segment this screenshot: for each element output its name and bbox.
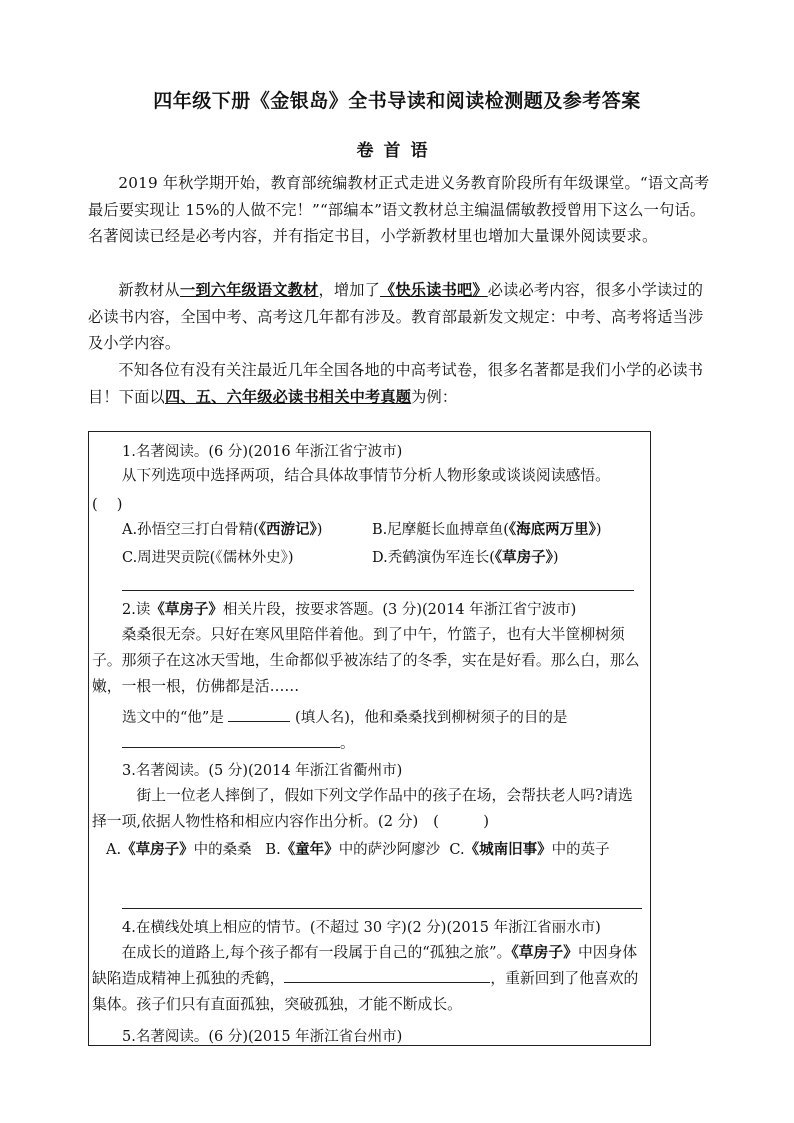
q4-text-c: ，重新回到了他喜欢的集体。孩子们只有直面孤独，突破孤独，才能不断成长。 — [92, 970, 639, 1013]
q2-purpose-blank[interactable] — [122, 733, 340, 748]
intro-p2-text-c: 必读必考内容，很多小学读过的必读书内容，全国中考、高考这几年都有涉及。教育部最新发文规定：中考、高考将适当涉及小学内容。 — [88, 281, 704, 352]
section-subtitle: 卷首语 — [356, 141, 438, 161]
q4-text — [92, 940, 644, 1018]
q1-option-d-text: D.秃鹤演伪军连长( — [372, 550, 495, 566]
q4-plot-blank[interactable] — [284, 968, 490, 983]
q1-option-b-text: B.尼摩艇长血搏章鱼( — [372, 522, 509, 538]
q1-option-b-end: ) — [595, 522, 602, 538]
q3-option-c-label: C. — [449, 842, 465, 858]
q1-option-a-text: A.孙悟空三打白骨精( — [122, 522, 259, 538]
intro-paragraph-1: 2019 年秋学期开始，教育部统编教材正式走进义务教育阶段所有年级课堂。“语文高考最后要实现让 15%的人做不完！”“部编本”语文教材总主编温儒敏教授曾用下这么一句话。名著阅读已经是必考内容，并有指定书目，小学新教材里也增加大量课外阅读要求。 — [88, 174, 710, 245]
intro-p3-text-a: 不知各位有没有关注最近几年全国各地的中高考试卷，很多名著都是我们小学的必读书目！下面以 — [88, 361, 704, 406]
q1-option-a-book: 《西游记》 — [258, 521, 317, 538]
q4-text-book: 《草房子》 — [511, 944, 578, 961]
q2-heading-a: 2.读 — [122, 602, 151, 618]
q3-heading: 3.名著阅读。(5 分)(2014 年浙江省衢州市) — [122, 763, 403, 779]
q1-answer-paren: ( ) — [92, 497, 123, 513]
q3-option-a-book: 《草房子》 — [121, 841, 194, 858]
q3-answer-line[interactable] — [122, 908, 642, 909]
q1-option-a-end: ) — [316, 522, 323, 538]
q3-option-b-book: 《童年》 — [280, 841, 339, 858]
q1-option-b-book: 《海底两万里》 — [508, 521, 596, 538]
q3-option-a-text: 中的桑桑 — [193, 842, 252, 858]
intro-p2-emphasis-textbook: 一到六年级语文教材 — [179, 281, 319, 299]
intro-p2-text-a: 新教材从 — [118, 281, 180, 299]
q1-answer-line[interactable] — [122, 590, 634, 591]
intro-paragraph-3 — [88, 357, 712, 410]
q2-ask-text-b: (填人名)，他和桑桑找到柳树须子的目的是 — [295, 710, 568, 726]
q3-option-c-text: 中的英子 — [551, 842, 610, 858]
q1-option-d-end: ) — [552, 550, 559, 566]
q1-option-d-book: 《草房子》 — [494, 549, 553, 566]
q3-options — [106, 840, 610, 860]
q3-text: 街上一位老人摔倒了，假如下列文学作品中的孩子在场，会帮扶老人吗?请选择一项,依据人物性格和相应内容作出分析。(2 分) ( ) — [92, 787, 633, 830]
q2-ask-end: 。 — [340, 736, 355, 752]
q3-option-b-label: B. — [265, 842, 281, 858]
q2-purpose-line — [122, 733, 355, 754]
q1-option-c: C.周进哭贡院(《儒林外史》) — [122, 550, 294, 566]
q1-option-b — [372, 520, 602, 540]
q1-option-a — [122, 520, 322, 540]
q1-heading: 1.名著阅读。(6 分)(2016 年浙江省宁波市) — [122, 444, 403, 460]
intro-p3-emphasis-exam: 四、五、六年级必读书相关中考真题 — [164, 387, 412, 406]
q2-heading-book: 《草房子》 — [150, 601, 223, 618]
q2-passage: 桑桑很无奈。只好在寒风里陪伴着他。到了中午，竹篮子，也有大半筐柳树须子。那须子在这冰天雪地，生命都似乎被冻结了的冬季，实在是好看。那么白，那么嫩，一根一根，仿佛都是活…… — [92, 626, 640, 695]
intro-p3-text-b: 为例： — [411, 387, 458, 406]
q3-option-b-text: 中的萨沙阿廖沙 — [338, 842, 441, 858]
q4-text-a: 在成长的道路上,每个孩子都有一段属于自己的“孤独之旅”。 — [121, 944, 512, 961]
q5-heading: 5.名著阅读。(6 分)(2015 年浙江省台州市) — [122, 1029, 403, 1045]
q2-heading — [122, 600, 576, 620]
q2-heading-b: 相关片段，按要求答题。(3 分)(2014 年浙江省宁波市) — [222, 602, 577, 618]
q3-option-a-label: A. — [106, 842, 122, 858]
q1-text: 从下列选项中选择两项，结合具体故事情节分析人物形象或谈谈阅读感悟。 — [121, 467, 610, 484]
intro-paragraph-2 — [88, 277, 712, 357]
q2-name-blank[interactable] — [228, 707, 290, 722]
q2-ask-line — [122, 707, 567, 728]
page-title: 四年级下册《金银岛》全书导读和阅读检测题及参考答案 — [153, 90, 641, 112]
q4-text-b: 中因身体缺陷造成精神上孤独的秃鹤， — [92, 944, 638, 987]
q2-ask-text-a: 选文中的“他”是 — [122, 710, 224, 726]
intro-p2-text-b: ，增加了 — [318, 281, 381, 299]
q4-heading: 4.在横线处填上相应的情节。(不超过 30 字)(2 分)(2015 年浙江省丽水市) — [122, 920, 601, 936]
intro-p2-emphasis-reading-bar: 《快乐读书吧》 — [380, 281, 488, 299]
q1-option-d — [372, 548, 559, 568]
q3-option-c-book: 《城南旧事》 — [464, 841, 552, 858]
